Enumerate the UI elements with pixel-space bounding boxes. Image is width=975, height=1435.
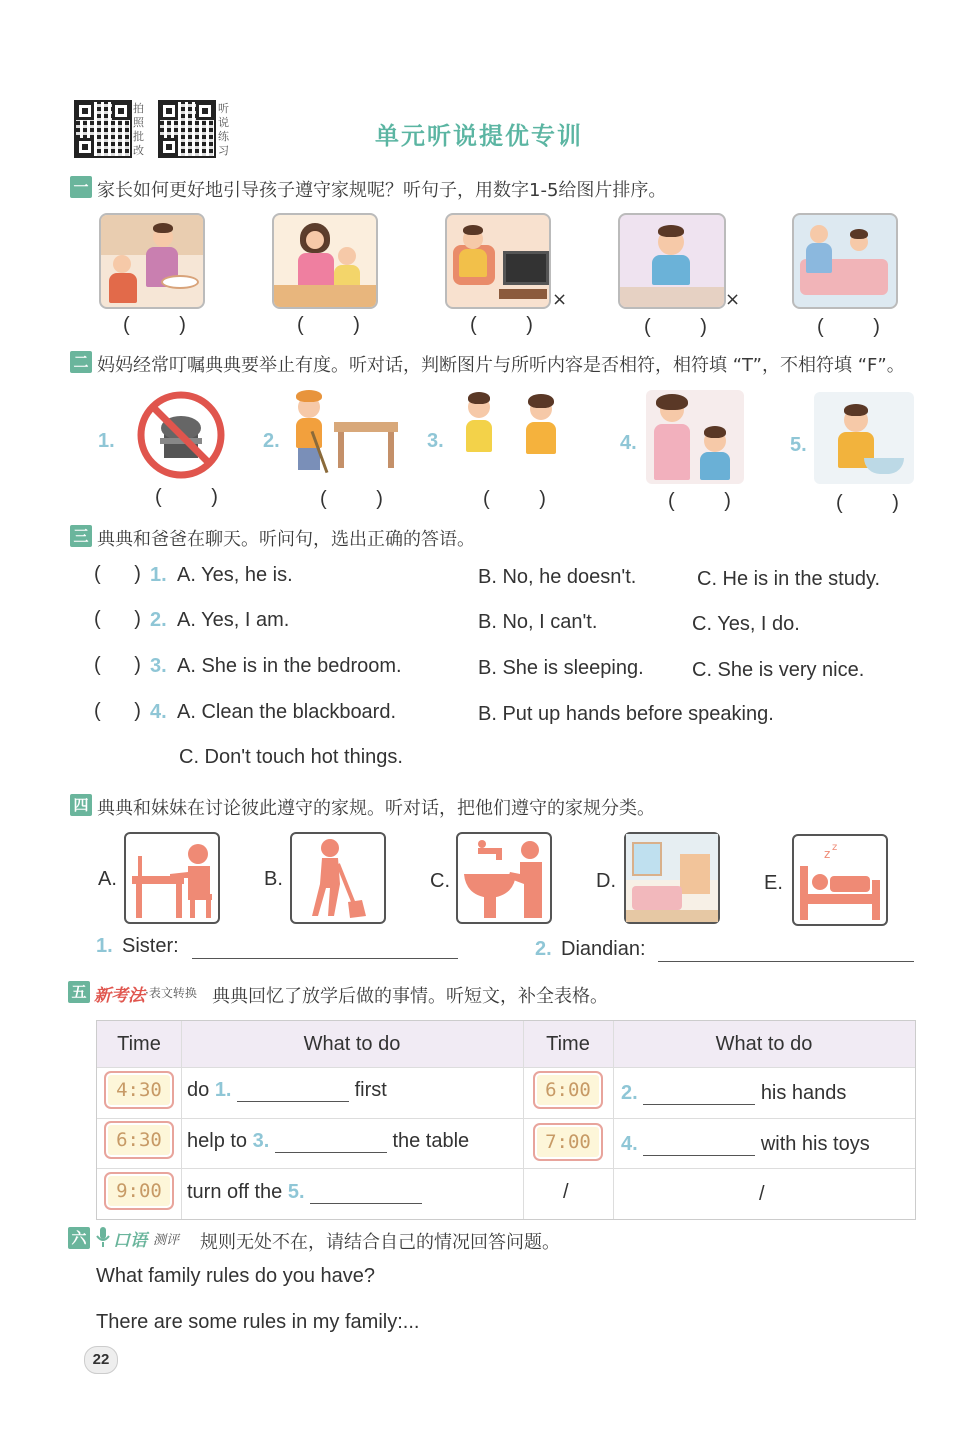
rule-a-study-desk-icon: [124, 832, 220, 924]
new-method-badge: 新考法: [94, 986, 145, 1006]
s1-answer-5[interactable]: ( ): [817, 316, 902, 338]
row2-pre: help to: [187, 1130, 248, 1152]
s1-answer-4[interactable]: ( ): [644, 316, 729, 338]
blank-2-number: 2.: [621, 1082, 638, 1104]
s3-answer-2[interactable]: ( ): [94, 608, 155, 630]
picture-boy-washing: [814, 392, 914, 484]
s6-prompt: There are some rules in my family:...: [96, 1311, 420, 1333]
s2-answer-1[interactable]: ( ): [155, 486, 240, 508]
s3-q2-option-b: B. No, I can't.: [478, 611, 598, 633]
svg-text:z: z: [832, 842, 838, 853]
s3-q1-number: 1.: [150, 564, 167, 586]
s2-item-2-number: 2.: [263, 430, 280, 452]
rule-d-letter: D.: [596, 870, 616, 892]
s1-answer-3[interactable]: ( ): [470, 314, 555, 336]
no-food-sign-icon: [136, 390, 226, 480]
rule-b-letter: B.: [264, 868, 283, 890]
row2-post2: with his toys: [760, 1133, 870, 1155]
s2-item-4-number: 4.: [620, 432, 637, 454]
sister-label: Sister:: [122, 935, 179, 957]
row1-post: first: [354, 1079, 387, 1101]
section-5-number: 五: [68, 981, 90, 1003]
sister-answer-line[interactable]: [192, 958, 458, 959]
schedule-table: [96, 1020, 916, 1220]
blank-4-number: 4.: [621, 1133, 638, 1155]
section-3-number: 三: [70, 525, 92, 547]
rule-e-letter: E.: [764, 872, 783, 894]
cross-mark-2: ×: [725, 289, 741, 310]
blank-5-number: 5.: [287, 1181, 305, 1203]
header-time-2: Time: [523, 1021, 613, 1067]
s3-q1-option-c: C. He is in the study.: [697, 568, 881, 590]
page-number-text: 22: [92, 1351, 110, 1368]
picture-children-talking: [460, 392, 570, 478]
page-number: [84, 1346, 118, 1374]
s1-answer-1[interactable]: ( ): [123, 314, 208, 336]
header-time-1: Time: [97, 1021, 181, 1067]
qr-code-1[interactable]: [74, 100, 132, 158]
section-6-instruction: 规则无处不在，请结合自己的情况回答问题。: [200, 1232, 560, 1253]
header-what-2: What to do: [613, 1021, 915, 1067]
clock-7-00: 7:00: [533, 1123, 603, 1161]
diandian-number: 2.: [535, 938, 552, 960]
row2-post: the table: [392, 1130, 470, 1152]
s3-q2-option-c: C. Yes, I do.: [692, 613, 800, 635]
s3-q1-option-b: B. No, he doesn't.: [478, 566, 637, 588]
page-title: 单元听说提优专训: [375, 122, 583, 150]
s3-q3-option-a: A. She is in the bedroom.: [177, 655, 402, 677]
s3-answer-3[interactable]: ( ): [94, 654, 155, 676]
s2-answer-5[interactable]: ( ): [836, 492, 921, 514]
section-6-number: 六: [68, 1227, 90, 1249]
s6-question: What family rules do you have?: [96, 1265, 376, 1287]
row2-col1: [187, 1130, 469, 1153]
s2-answer-2[interactable]: ( ): [320, 488, 405, 510]
cross-mark-1: ×: [552, 289, 568, 310]
blank-3-number: 3.: [252, 1130, 270, 1152]
s2-item-1-number: 1.: [98, 430, 115, 452]
row1-col2: [621, 1082, 846, 1105]
rule-d-tidy-room-picture: [624, 832, 720, 924]
s3-q4-option-a: A. Clean the blackboard.: [177, 701, 397, 723]
rule-b-sweeping-icon: [290, 832, 386, 924]
blank-5[interactable]: [310, 1185, 422, 1204]
svg-text:z: z: [824, 847, 831, 861]
new-method-badge-sub: ·表文转换: [145, 986, 197, 1000]
picture-5-bedroom: [792, 213, 898, 309]
qr-code-2[interactable]: [158, 100, 216, 158]
row3-col1: [187, 1181, 422, 1204]
diandian-answer-line[interactable]: [658, 961, 914, 962]
clock-4-30: 4:30: [104, 1071, 174, 1109]
s3-answer-4[interactable]: ( ): [94, 700, 155, 722]
rule-a-letter: A.: [98, 868, 117, 890]
section-4-instruction: 典典和妹妹在讨论彼此遵守的家规。听对话，把他们遵守的家规分类。: [97, 798, 655, 819]
row3-pre: turn off the: [187, 1181, 283, 1203]
section-3-instruction: 典典和爸爸在聊天。听问句，选出正确的答语。: [97, 529, 475, 550]
blank-3[interactable]: [275, 1134, 387, 1153]
picture-boy-sweeping: [290, 390, 400, 480]
s2-answer-4[interactable]: ( ): [668, 490, 753, 512]
blank-1[interactable]: [237, 1083, 349, 1102]
s1-answer-2[interactable]: ( ): [297, 314, 382, 336]
s3-q4-number: 4.: [150, 701, 167, 723]
oral-badge: 口语: [113, 1231, 147, 1251]
section-2-instruction: 妈妈经常叮嘱典典要举止有度。听对话，判断图片与所听内容是否相符，相符填 “T”，不相符填 “F”。: [97, 355, 905, 376]
s3-q3-option-c: C. She is very nice.: [692, 659, 865, 681]
clock-6-30: 6:30: [104, 1121, 174, 1159]
section-1-instruction: 家长如何更好地引导孩子遵守家规呢？听句子，用数字1-5给图片排序。: [97, 180, 667, 201]
rule-c-letter: C.: [430, 870, 450, 892]
sister-number: 1.: [96, 935, 113, 957]
oral-badge-sub: 测评: [153, 1233, 180, 1248]
row1-post2: his hands: [760, 1082, 847, 1104]
section-4-number: 四: [70, 794, 92, 816]
section-2-number: 二: [70, 351, 92, 373]
s3-answer-1[interactable]: ( ): [94, 563, 155, 585]
s3-q4-option-b: B. Put up hands before speaking.: [478, 703, 774, 725]
picture-2-mother-daughter: [272, 213, 378, 309]
picture-4-boy-eating: [618, 213, 726, 309]
qr-label-1: 拍照批改: [133, 102, 144, 157]
s3-q2-option-a: A. Yes, I am.: [177, 609, 290, 631]
s3-q4-option-c: C. Don't touch hot things.: [179, 746, 403, 768]
s2-item-3-number: 3.: [427, 430, 444, 452]
row1-col1: [187, 1079, 387, 1102]
section-5-instruction: 典典回忆了放学后做的事情。听短文，补全表格。: [212, 986, 608, 1007]
qr-label-2: 听说练习: [218, 102, 229, 157]
s3-q1-option-a: A. Yes, he is.: [177, 564, 293, 586]
clock-9-00: 9:00: [104, 1172, 174, 1210]
blank-4[interactable]: [643, 1137, 755, 1156]
blank-1-number: 1.: [214, 1079, 232, 1101]
s3-q2-number: 2.: [150, 609, 167, 631]
s3-q3-number: 3.: [150, 655, 167, 677]
s2-item-5-number: 5.: [790, 434, 807, 456]
rule-c-washing-hands-icon: [456, 832, 552, 924]
picture-3-boy-tv: [445, 213, 551, 309]
s2-answer-3[interactable]: ( ): [483, 488, 568, 510]
microphone-icon: [96, 1226, 110, 1248]
row2-col2: [621, 1133, 870, 1156]
row3-slash-2: /: [759, 1183, 765, 1205]
section-1-number: 一: [70, 176, 92, 198]
rule-e-sleeping-icon: [792, 834, 888, 926]
picture-1-kitchen: [99, 213, 205, 309]
s3-q3-option-b: B. She is sleeping.: [478, 657, 644, 679]
blank-2[interactable]: [643, 1086, 755, 1105]
diandian-label: Diandian:: [561, 938, 646, 960]
row1-pre: do: [187, 1079, 210, 1101]
row3-slash-1: /: [563, 1181, 569, 1203]
header-what-1: What to do: [181, 1021, 523, 1067]
picture-mother-son: [646, 390, 744, 484]
clock-6-00: 6:00: [533, 1071, 603, 1109]
